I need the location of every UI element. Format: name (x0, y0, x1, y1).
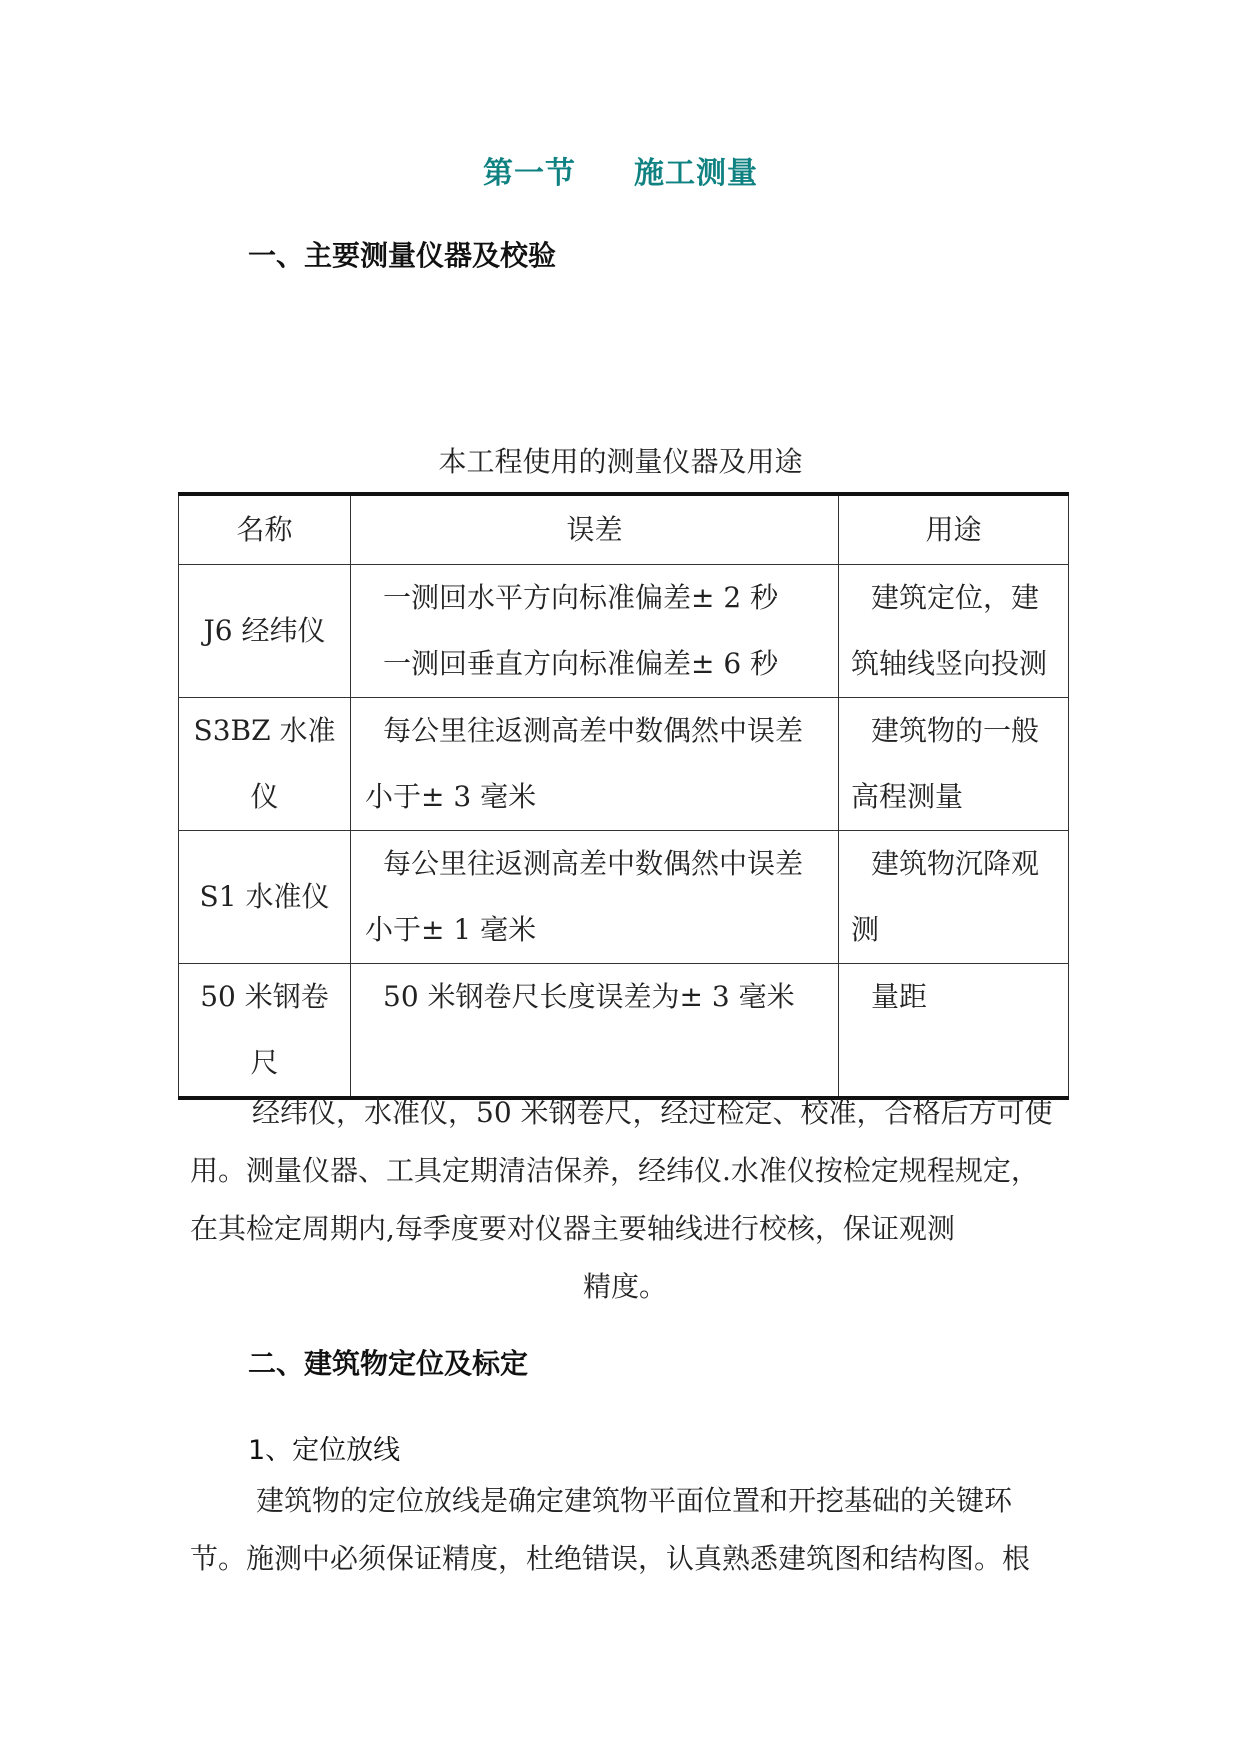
section-name: 施工测量 (634, 156, 758, 191)
table-row (179, 964, 1069, 1099)
cell-error-line: 一测回垂直方向标准偏差± 6 秒 (383, 647, 779, 680)
instrument-table (178, 492, 1069, 1100)
table-row (179, 565, 1069, 698)
heading-instruments: 一、主要测量仪器及校验 (248, 239, 557, 272)
cell-use-text: 建筑定位，建筑轴线竖向投测 (851, 581, 1048, 680)
paragraph-layout-text: 建筑物的定位放线是确定建筑物平面位置和开挖基础的关键环节。施测中必须保证精度，杜绝错误，认真熟悉建筑图和结构图。根 (190, 1484, 1031, 1575)
cell-error-text: 每公里往返测高差中数偶然中误差小于± 1 毫米 (365, 847, 804, 946)
cell-name: J6 经纬仪 (179, 565, 351, 698)
cell-error-text: 50 米钢卷尺长度误差为± 3 毫米 (383, 980, 795, 1013)
header-error: 误差 (351, 494, 839, 565)
cell-error (351, 964, 839, 1099)
cell-use (839, 964, 1069, 1099)
paragraph-calibration (190, 1084, 1060, 1316)
cell-name: S3BZ 水准仪 (179, 698, 351, 831)
cell-name: S1 水准仪 (179, 831, 351, 964)
section-number: 第一节 (483, 156, 576, 191)
table-caption: 本工程使用的测量仪器及用途 (438, 445, 803, 478)
cell-use-text: 建筑物的一般高程测量 (851, 714, 1040, 813)
cell-use (839, 565, 1069, 698)
table-header-row (179, 494, 1069, 565)
cell-use (839, 698, 1069, 831)
paragraph-layout (190, 1472, 1060, 1588)
cell-error (351, 698, 839, 831)
cell-error-text: 每公里往返测高差中数偶然中误差小于± 3 毫米 (365, 714, 804, 813)
heading-positioning: 二、建筑物定位及标定 (248, 1347, 529, 1380)
heading-layout: 1、定位放线 (248, 1435, 401, 1466)
cell-use-text: 量距 (871, 980, 928, 1013)
paragraph-calibration-tail: 精度。 (582, 1270, 667, 1303)
header-name: 名称 (179, 494, 351, 565)
table-row (179, 831, 1069, 964)
cell-error (351, 565, 839, 698)
cell-error-line: 一测回水平方向标准偏差± 2 秒 (383, 581, 779, 614)
cell-name: 50 米钢卷尺 (179, 964, 351, 1099)
cell-error (351, 831, 839, 964)
paragraph-calibration-text: 经纬仪，水准仪，50 米钢卷尺，经过检定、校准，合格后方可使用。测量仪器、工具定期清洁保养，经纬仪.水准仪按检定规程规定，在其检定周期内,每季度要对仪器主要轴线进行校核，保证观测 (190, 1096, 1053, 1245)
header-use: 用途 (839, 494, 1069, 565)
cell-use-text: 建筑物沉降观测 (851, 847, 1040, 946)
section-title (0, 148, 1241, 192)
cell-use (839, 831, 1069, 964)
table-row (179, 698, 1069, 831)
